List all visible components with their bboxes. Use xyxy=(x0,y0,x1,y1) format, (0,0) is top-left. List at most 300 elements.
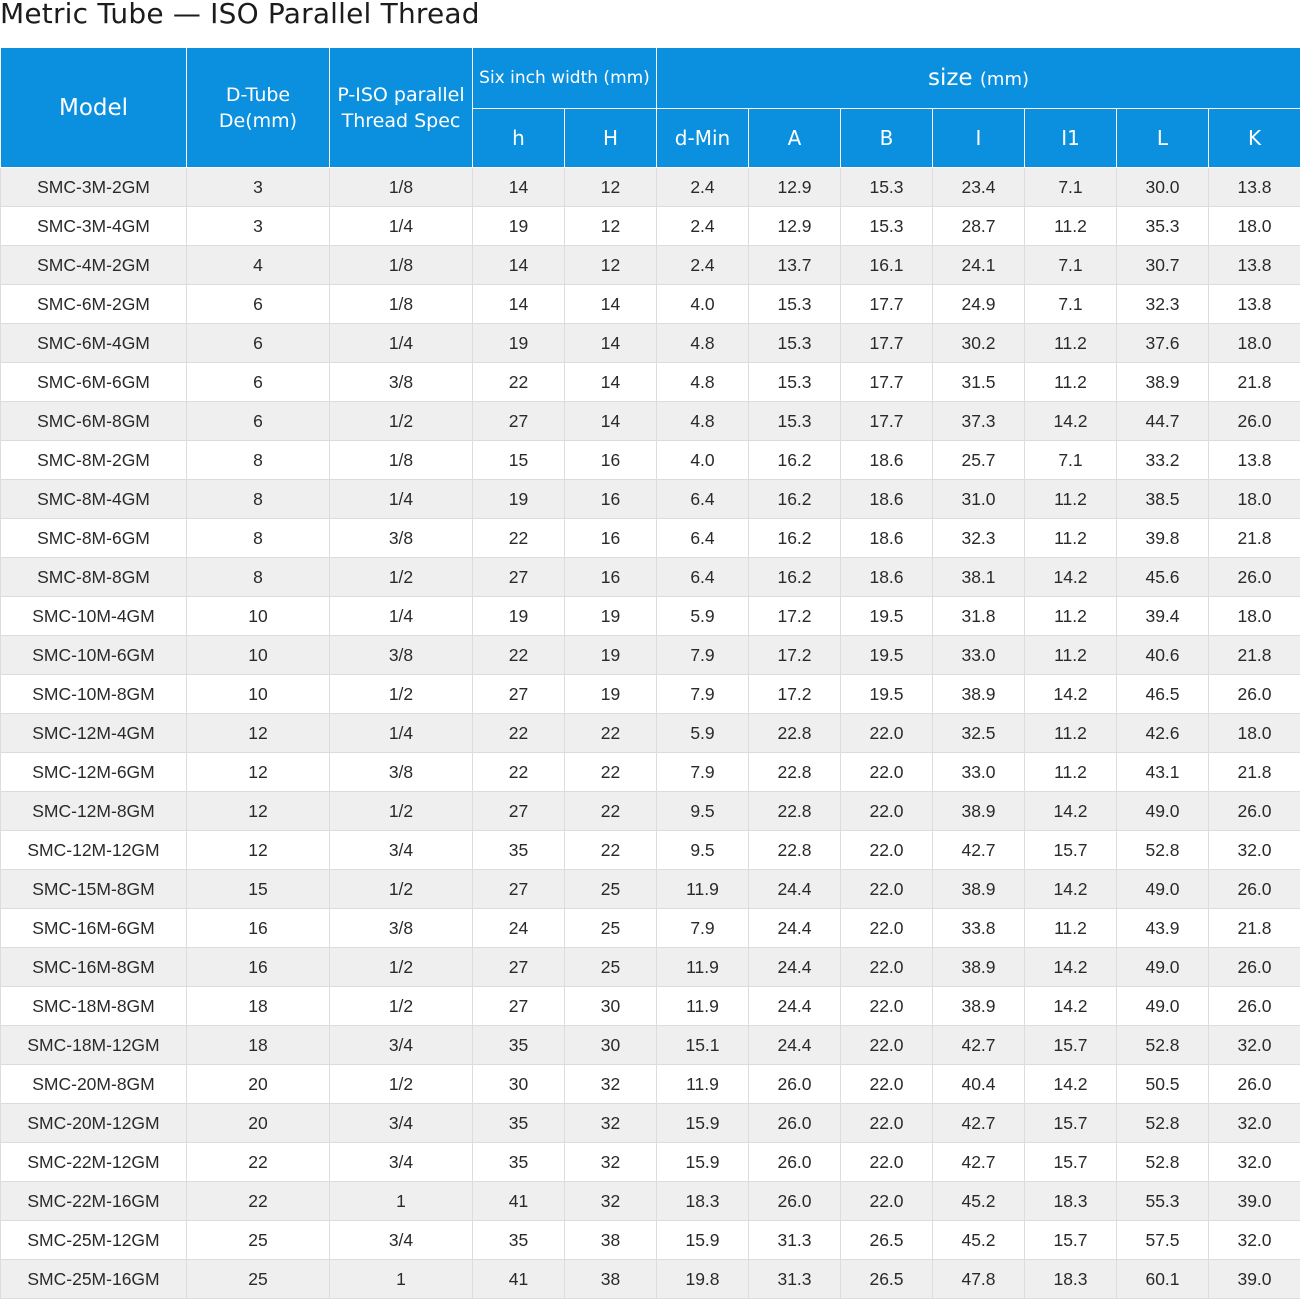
cell-d-tube: 4 xyxy=(187,246,330,285)
cell-H: 16 xyxy=(565,480,657,519)
cell-I1: 7.1 xyxy=(1025,168,1117,207)
cell-A: 15.3 xyxy=(749,324,841,363)
cell-d-min: 7.9 xyxy=(657,909,749,948)
cell-d-tube: 8 xyxy=(187,480,330,519)
cell-I: 31.8 xyxy=(933,597,1025,636)
cell-I1: 15.7 xyxy=(1025,1143,1117,1182)
cell-A: 22.8 xyxy=(749,792,841,831)
cell-d-tube: 12 xyxy=(187,831,330,870)
cell-thread-spec: 1/2 xyxy=(330,558,473,597)
table-row xyxy=(1,597,1300,636)
cell-h: 35 xyxy=(473,1221,565,1260)
header-d-min: d-Min xyxy=(657,109,749,168)
cell-h: 14 xyxy=(473,246,565,285)
cell-I1: 7.1 xyxy=(1025,246,1117,285)
cell-model: SMC-15M-8GM xyxy=(1,870,187,909)
cell-I: 47.8 xyxy=(933,1260,1025,1299)
cell-d-tube: 6 xyxy=(187,402,330,441)
cell-L: 45.6 xyxy=(1117,558,1209,597)
cell-h: 14 xyxy=(473,168,565,207)
cell-model: SMC-12M-4GM xyxy=(1,714,187,753)
cell-model: SMC-3M-4GM xyxy=(1,207,187,246)
cell-B: 19.5 xyxy=(841,636,933,675)
cell-h: 22 xyxy=(473,714,565,753)
cell-B: 22.0 xyxy=(841,753,933,792)
cell-I: 42.7 xyxy=(933,1104,1025,1143)
cell-H: 16 xyxy=(565,519,657,558)
cell-d-tube: 8 xyxy=(187,558,330,597)
cell-I1: 14.2 xyxy=(1025,870,1117,909)
cell-d-min: 4.0 xyxy=(657,441,749,480)
cell-K: 26.0 xyxy=(1209,558,1300,597)
cell-h: 35 xyxy=(473,1104,565,1143)
cell-I: 24.9 xyxy=(933,285,1025,324)
cell-h: 35 xyxy=(473,831,565,870)
cell-L: 32.3 xyxy=(1117,285,1209,324)
cell-I: 38.1 xyxy=(933,558,1025,597)
cell-model: SMC-12M-12GM xyxy=(1,831,187,870)
cell-K: 32.0 xyxy=(1209,1026,1300,1065)
table-row xyxy=(1,1026,1300,1065)
cell-A: 31.3 xyxy=(749,1221,841,1260)
cell-B: 22.0 xyxy=(841,1065,933,1104)
cell-K: 26.0 xyxy=(1209,792,1300,831)
cell-model: SMC-8M-2GM xyxy=(1,441,187,480)
header-p-iso xyxy=(330,48,473,168)
header-K: K xyxy=(1209,109,1300,168)
cell-H: 12 xyxy=(565,207,657,246)
cell-B: 22.0 xyxy=(841,831,933,870)
cell-d-min: 7.9 xyxy=(657,753,749,792)
cell-B: 19.5 xyxy=(841,597,933,636)
cell-d-tube: 15 xyxy=(187,870,330,909)
cell-thread-spec: 1/8 xyxy=(330,285,473,324)
cell-K: 26.0 xyxy=(1209,870,1300,909)
cell-h: 14 xyxy=(473,285,565,324)
cell-H: 38 xyxy=(565,1221,657,1260)
header-model xyxy=(1,48,187,168)
table-row xyxy=(1,1104,1300,1143)
table-row xyxy=(1,519,1300,558)
table-row xyxy=(1,792,1300,831)
cell-model: SMC-20M-12GM xyxy=(1,1104,187,1143)
cell-thread-spec: 1/2 xyxy=(330,987,473,1026)
cell-I1: 14.2 xyxy=(1025,402,1117,441)
cell-I1: 15.7 xyxy=(1025,831,1117,870)
cell-A: 15.3 xyxy=(749,363,841,402)
cell-L: 30.7 xyxy=(1117,246,1209,285)
cell-I: 24.1 xyxy=(933,246,1025,285)
table-row xyxy=(1,753,1300,792)
cell-H: 19 xyxy=(565,636,657,675)
cell-H: 25 xyxy=(565,909,657,948)
cell-d-min: 7.9 xyxy=(657,636,749,675)
cell-h: 41 xyxy=(473,1260,565,1299)
cell-h: 24 xyxy=(473,909,565,948)
cell-A: 26.0 xyxy=(749,1182,841,1221)
cell-model: SMC-12M-8GM xyxy=(1,792,187,831)
cell-B: 26.5 xyxy=(841,1221,933,1260)
cell-A: 13.7 xyxy=(749,246,841,285)
cell-d-min: 4.0 xyxy=(657,285,749,324)
cell-H: 14 xyxy=(565,363,657,402)
cell-K: 32.0 xyxy=(1209,1104,1300,1143)
cell-thread-spec: 3/8 xyxy=(330,363,473,402)
cell-model: SMC-16M-8GM xyxy=(1,948,187,987)
cell-d-min: 2.4 xyxy=(657,168,749,207)
cell-B: 18.6 xyxy=(841,558,933,597)
cell-thread-spec: 3/4 xyxy=(330,1026,473,1065)
cell-thread-spec: 1 xyxy=(330,1260,473,1299)
cell-d-min: 6.4 xyxy=(657,558,749,597)
cell-B: 18.6 xyxy=(841,441,933,480)
cell-A: 22.8 xyxy=(749,831,841,870)
cell-B: 19.5 xyxy=(841,675,933,714)
cell-L: 43.1 xyxy=(1117,753,1209,792)
cell-B: 22.0 xyxy=(841,1182,933,1221)
header-size-label: size xyxy=(928,65,973,91)
cell-K: 21.8 xyxy=(1209,363,1300,402)
cell-I1: 14.2 xyxy=(1025,675,1117,714)
cell-H: 30 xyxy=(565,1026,657,1065)
cell-thread-spec: 1/2 xyxy=(330,675,473,714)
cell-H: 22 xyxy=(565,792,657,831)
cell-B: 18.6 xyxy=(841,480,933,519)
table-row xyxy=(1,246,1300,285)
cell-H: 25 xyxy=(565,948,657,987)
table-row xyxy=(1,870,1300,909)
header-six-inch-width xyxy=(473,48,657,109)
cell-h: 19 xyxy=(473,480,565,519)
cell-h: 19 xyxy=(473,324,565,363)
cell-h: 19 xyxy=(473,207,565,246)
header-p-iso-line2: Thread Spec xyxy=(342,110,461,132)
cell-H: 32 xyxy=(565,1182,657,1221)
cell-thread-spec: 3/8 xyxy=(330,519,473,558)
header-H: H xyxy=(565,109,657,168)
cell-K: 18.0 xyxy=(1209,324,1300,363)
cell-d-min: 9.5 xyxy=(657,792,749,831)
cell-thread-spec: 1/2 xyxy=(330,948,473,987)
cell-d-min: 15.9 xyxy=(657,1143,749,1182)
table-row xyxy=(1,831,1300,870)
cell-d-tube: 6 xyxy=(187,324,330,363)
cell-I1: 11.2 xyxy=(1025,597,1117,636)
cell-B: 22.0 xyxy=(841,792,933,831)
cell-I1: 14.2 xyxy=(1025,792,1117,831)
cell-I1: 11.2 xyxy=(1025,636,1117,675)
cell-h: 27 xyxy=(473,987,565,1026)
cell-d-min: 5.9 xyxy=(657,597,749,636)
cell-model: SMC-10M-8GM xyxy=(1,675,187,714)
cell-d-tube: 18 xyxy=(187,987,330,1026)
cell-thread-spec: 1/2 xyxy=(330,870,473,909)
cell-A: 26.0 xyxy=(749,1143,841,1182)
cell-H: 14 xyxy=(565,402,657,441)
cell-model: SMC-3M-2GM xyxy=(1,168,187,207)
cell-A: 15.3 xyxy=(749,285,841,324)
header-A: A xyxy=(749,109,841,168)
cell-I: 38.9 xyxy=(933,948,1025,987)
cell-H: 19 xyxy=(565,675,657,714)
cell-h: 35 xyxy=(473,1143,565,1182)
cell-model: SMC-10M-4GM xyxy=(1,597,187,636)
cell-K: 13.8 xyxy=(1209,246,1300,285)
cell-L: 37.6 xyxy=(1117,324,1209,363)
cell-L: 39.8 xyxy=(1117,519,1209,558)
cell-model: SMC-20M-8GM xyxy=(1,1065,187,1104)
cell-I: 45.2 xyxy=(933,1221,1025,1260)
cell-L: 55.3 xyxy=(1117,1182,1209,1221)
cell-I: 30.2 xyxy=(933,324,1025,363)
cell-I1: 11.2 xyxy=(1025,519,1117,558)
cell-I: 28.7 xyxy=(933,207,1025,246)
cell-d-tube: 20 xyxy=(187,1065,330,1104)
cell-I: 37.3 xyxy=(933,402,1025,441)
cell-I1: 11.2 xyxy=(1025,363,1117,402)
cell-d-min: 15.1 xyxy=(657,1026,749,1065)
header-six-inch-label: Six inch width (mm) xyxy=(479,68,650,88)
cell-I: 42.7 xyxy=(933,1026,1025,1065)
cell-K: 32.0 xyxy=(1209,1221,1300,1260)
cell-A: 15.3 xyxy=(749,402,841,441)
table-row xyxy=(1,168,1300,207)
cell-I1: 11.2 xyxy=(1025,909,1117,948)
cell-B: 22.0 xyxy=(841,1026,933,1065)
cell-thread-spec: 1/2 xyxy=(330,402,473,441)
table-row xyxy=(1,675,1300,714)
cell-thread-spec: 3/4 xyxy=(330,1104,473,1143)
header-h: h xyxy=(473,109,565,168)
cell-K: 21.8 xyxy=(1209,519,1300,558)
cell-I1: 11.2 xyxy=(1025,753,1117,792)
cell-thread-spec: 1/8 xyxy=(330,168,473,207)
cell-I: 38.9 xyxy=(933,987,1025,1026)
cell-model: SMC-22M-12GM xyxy=(1,1143,187,1182)
table-body xyxy=(1,168,1300,1299)
cell-A: 26.0 xyxy=(749,1104,841,1143)
cell-model: SMC-18M-12GM xyxy=(1,1026,187,1065)
cell-L: 38.9 xyxy=(1117,363,1209,402)
header-size-unit: (mm) xyxy=(980,69,1029,90)
cell-H: 22 xyxy=(565,753,657,792)
cell-K: 21.8 xyxy=(1209,753,1300,792)
cell-L: 50.5 xyxy=(1117,1065,1209,1104)
cell-K: 13.8 xyxy=(1209,441,1300,480)
cell-d-min: 5.9 xyxy=(657,714,749,753)
cell-I1: 18.3 xyxy=(1025,1260,1117,1299)
cell-d-min: 7.9 xyxy=(657,675,749,714)
cell-model: SMC-8M-8GM xyxy=(1,558,187,597)
cell-d-tube: 8 xyxy=(187,519,330,558)
table-row xyxy=(1,1143,1300,1182)
cell-B: 22.0 xyxy=(841,714,933,753)
cell-A: 16.2 xyxy=(749,441,841,480)
header-L: L xyxy=(1117,109,1209,168)
cell-I1: 7.1 xyxy=(1025,441,1117,480)
cell-I1: 15.7 xyxy=(1025,1221,1117,1260)
cell-B: 17.7 xyxy=(841,324,933,363)
cell-B: 22.0 xyxy=(841,1104,933,1143)
cell-A: 12.9 xyxy=(749,168,841,207)
cell-thread-spec: 1/8 xyxy=(330,441,473,480)
cell-h: 22 xyxy=(473,753,565,792)
table-row xyxy=(1,207,1300,246)
cell-B: 17.7 xyxy=(841,402,933,441)
cell-thread-spec: 3/8 xyxy=(330,909,473,948)
cell-thread-spec: 1/8 xyxy=(330,246,473,285)
cell-I: 42.7 xyxy=(933,1143,1025,1182)
cell-d-tube: 18 xyxy=(187,1026,330,1065)
cell-h: 22 xyxy=(473,519,565,558)
table-row xyxy=(1,1221,1300,1260)
cell-K: 21.8 xyxy=(1209,636,1300,675)
cell-I1: 15.7 xyxy=(1025,1026,1117,1065)
page-title: Metric Tube — ISO Parallel Thread xyxy=(0,0,480,34)
cell-d-min: 18.3 xyxy=(657,1182,749,1221)
cell-I1: 11.2 xyxy=(1025,207,1117,246)
cell-h: 22 xyxy=(473,636,565,675)
cell-d-tube: 12 xyxy=(187,792,330,831)
table-row xyxy=(1,909,1300,948)
cell-I: 40.4 xyxy=(933,1065,1025,1104)
table-row xyxy=(1,1182,1300,1221)
cell-thread-spec: 1 xyxy=(330,1182,473,1221)
cell-K: 26.0 xyxy=(1209,402,1300,441)
cell-H: 22 xyxy=(565,714,657,753)
cell-I: 32.5 xyxy=(933,714,1025,753)
cell-B: 17.7 xyxy=(841,363,933,402)
cell-d-min: 4.8 xyxy=(657,363,749,402)
cell-H: 25 xyxy=(565,870,657,909)
table-row xyxy=(1,363,1300,402)
cell-A: 17.2 xyxy=(749,636,841,675)
cell-K: 26.0 xyxy=(1209,987,1300,1026)
cell-h: 22 xyxy=(473,363,565,402)
cell-L: 35.3 xyxy=(1117,207,1209,246)
cell-B: 22.0 xyxy=(841,909,933,948)
cell-L: 39.4 xyxy=(1117,597,1209,636)
cell-I: 42.7 xyxy=(933,831,1025,870)
cell-d-min: 6.4 xyxy=(657,519,749,558)
cell-I1: 14.2 xyxy=(1025,1065,1117,1104)
cell-model: SMC-10M-6GM xyxy=(1,636,187,675)
cell-B: 17.7 xyxy=(841,285,933,324)
cell-model: SMC-6M-6GM xyxy=(1,363,187,402)
table-row xyxy=(1,285,1300,324)
cell-I: 31.0 xyxy=(933,480,1025,519)
spec-table xyxy=(0,47,1300,1299)
cell-K: 21.8 xyxy=(1209,909,1300,948)
cell-K: 26.0 xyxy=(1209,675,1300,714)
cell-K: 39.0 xyxy=(1209,1260,1300,1299)
cell-h: 15 xyxy=(473,441,565,480)
cell-I1: 11.2 xyxy=(1025,480,1117,519)
cell-L: 49.0 xyxy=(1117,870,1209,909)
cell-A: 17.2 xyxy=(749,597,841,636)
cell-d-min: 2.4 xyxy=(657,246,749,285)
header-d-tube-line1: D-Tube xyxy=(226,84,290,106)
cell-h: 27 xyxy=(473,792,565,831)
table-row xyxy=(1,948,1300,987)
header-I1: I1 xyxy=(1025,109,1117,168)
cell-d-min: 6.4 xyxy=(657,480,749,519)
cell-h: 30 xyxy=(473,1065,565,1104)
cell-thread-spec: 1/2 xyxy=(330,792,473,831)
cell-model: SMC-8M-4GM xyxy=(1,480,187,519)
cell-L: 49.0 xyxy=(1117,792,1209,831)
cell-H: 12 xyxy=(565,168,657,207)
cell-d-tube: 16 xyxy=(187,909,330,948)
cell-K: 32.0 xyxy=(1209,1143,1300,1182)
cell-thread-spec: 1/4 xyxy=(330,324,473,363)
cell-I1: 15.7 xyxy=(1025,1104,1117,1143)
cell-H: 16 xyxy=(565,558,657,597)
cell-A: 12.9 xyxy=(749,207,841,246)
cell-h: 27 xyxy=(473,870,565,909)
cell-model: SMC-8M-6GM xyxy=(1,519,187,558)
cell-model: SMC-6M-4GM xyxy=(1,324,187,363)
cell-h: 27 xyxy=(473,948,565,987)
cell-A: 24.4 xyxy=(749,1026,841,1065)
cell-B: 15.3 xyxy=(841,207,933,246)
cell-A: 24.4 xyxy=(749,870,841,909)
cell-thread-spec: 1/4 xyxy=(330,480,473,519)
cell-model: SMC-12M-6GM xyxy=(1,753,187,792)
header-model-label: Model xyxy=(59,95,128,121)
cell-K: 13.8 xyxy=(1209,168,1300,207)
cell-A: 16.2 xyxy=(749,480,841,519)
cell-h: 19 xyxy=(473,597,565,636)
cell-d-min: 11.9 xyxy=(657,870,749,909)
cell-A: 31.3 xyxy=(749,1260,841,1299)
cell-model: SMC-6M-2GM xyxy=(1,285,187,324)
cell-H: 38 xyxy=(565,1260,657,1299)
cell-d-tube: 3 xyxy=(187,168,330,207)
cell-A: 22.8 xyxy=(749,714,841,753)
cell-d-tube: 10 xyxy=(187,675,330,714)
cell-h: 35 xyxy=(473,1026,565,1065)
cell-d-tube: 16 xyxy=(187,948,330,987)
cell-I: 33.0 xyxy=(933,753,1025,792)
table-row xyxy=(1,441,1300,480)
cell-I: 45.2 xyxy=(933,1182,1025,1221)
cell-thread-spec: 1/4 xyxy=(330,597,473,636)
cell-I: 33.8 xyxy=(933,909,1025,948)
cell-model: SMC-18M-8GM xyxy=(1,987,187,1026)
cell-K: 32.0 xyxy=(1209,831,1300,870)
table-row xyxy=(1,558,1300,597)
cell-thread-spec: 3/8 xyxy=(330,636,473,675)
cell-L: 44.7 xyxy=(1117,402,1209,441)
cell-B: 16.1 xyxy=(841,246,933,285)
cell-d-min: 9.5 xyxy=(657,831,749,870)
cell-B: 22.0 xyxy=(841,987,933,1026)
cell-d-tube: 22 xyxy=(187,1143,330,1182)
cell-B: 15.3 xyxy=(841,168,933,207)
cell-thread-spec: 3/4 xyxy=(330,1221,473,1260)
cell-d-min: 11.9 xyxy=(657,1065,749,1104)
cell-I1: 7.1 xyxy=(1025,285,1117,324)
cell-I1: 14.2 xyxy=(1025,948,1117,987)
cell-K: 26.0 xyxy=(1209,948,1300,987)
cell-H: 32 xyxy=(565,1104,657,1143)
cell-d-tube: 22 xyxy=(187,1182,330,1221)
cell-L: 49.0 xyxy=(1117,987,1209,1026)
cell-d-min: 15.9 xyxy=(657,1104,749,1143)
cell-model: SMC-6M-8GM xyxy=(1,402,187,441)
cell-A: 24.4 xyxy=(749,987,841,1026)
